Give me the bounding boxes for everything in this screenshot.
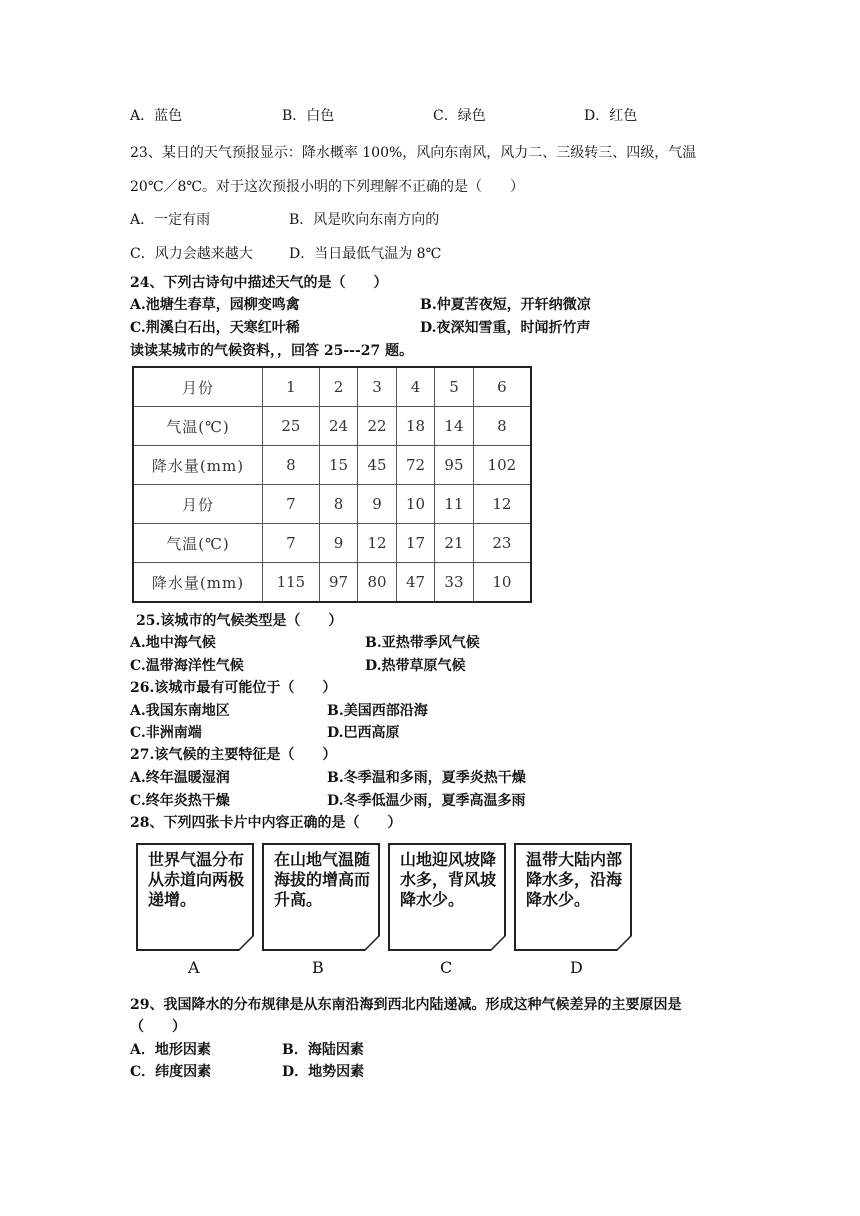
month-cell: 6 [473, 367, 531, 407]
precipitation-cell: 8 [263, 446, 320, 485]
temperature-header: 气温(℃) [133, 407, 263, 446]
card-b-text: 在山地气温随海拔的增高而升高。 [274, 850, 371, 909]
month-cell: 4 [396, 367, 434, 407]
month-cell: 3 [358, 367, 396, 407]
q27-option-a: A.终年温暖湿润 [130, 770, 230, 786]
q27-option-b: B.冬季温和多雨，夏季炎热干燥 [327, 770, 526, 786]
q23-option-c: C．风力会越来越大 [130, 246, 253, 262]
q23-option-d: D．当日最低气温为 8℃ [289, 246, 442, 262]
precipitation-cell: 15 [319, 446, 357, 485]
temperature-cell: 7 [263, 524, 320, 563]
month-cell: 8 [319, 485, 357, 524]
q25-stem: 25.该城市的气候类型是（ ） [136, 613, 343, 629]
card-c-label: C [440, 958, 453, 977]
q28-stem: 28、下列四张卡片中内容正确的是（ ） [130, 815, 402, 831]
card-c-text: 山地迎风坡降水多，背风坡降水少。 [400, 850, 497, 909]
precipitation-cell: 97 [319, 563, 357, 603]
card-d-text: 温带大陆内部降水多，沿海降水少。 [526, 850, 623, 909]
q23-stem-line2: 20℃／8℃。对于这次预报小明的下列理解不正确的是（ ） [130, 179, 525, 195]
card-b [262, 843, 380, 951]
month-cell: 9 [358, 485, 396, 524]
temperature-cell: 17 [396, 524, 434, 563]
temperature-cell: 8 [473, 407, 531, 446]
page-fold-icon [616, 935, 632, 951]
q27-option-d: D.冬季低温少雨，夏季高温多雨 [327, 793, 526, 809]
temperature-cell: 12 [358, 524, 396, 563]
precipitation-cell: 72 [396, 446, 434, 485]
q23-option-a: A．一定有雨 [130, 212, 211, 228]
temperature-header: 气温(℃) [133, 524, 263, 563]
temperature-cell: 24 [319, 407, 357, 446]
table-row [133, 563, 531, 603]
q27-stem: 27.该气候的主要特征是（ ） [130, 747, 337, 763]
q24-option-d: D.夜深知雪重，时闻折竹声 [420, 320, 591, 336]
temperature-cell: 22 [358, 407, 396, 446]
month-cell: 5 [435, 367, 473, 407]
q29-stem-line2: （ ） [130, 1019, 186, 1035]
month-cell: 10 [396, 485, 434, 524]
q22-option-b: B．白色 [282, 108, 335, 124]
table-row [133, 524, 531, 563]
reading-intro: 读读某城市的气候资料，，回答 25---27 题。 [130, 343, 414, 359]
temperature-cell: 25 [263, 407, 320, 446]
q26-option-d: D.巴西高原 [327, 725, 400, 741]
month-cell: 1 [263, 367, 320, 407]
precipitation-header: 降水量(mm) [133, 446, 263, 485]
q26-option-a: A.我国东南地区 [130, 703, 230, 719]
precipitation-cell: 80 [358, 563, 396, 603]
q22-option-a: A．蓝色 [130, 108, 183, 124]
table-row [133, 367, 531, 407]
card-a [136, 843, 254, 951]
table-row [133, 485, 531, 524]
card-d-label: D [570, 958, 583, 977]
page-fold-icon [364, 935, 380, 951]
temperature-cell: 23 [473, 524, 531, 563]
month-cell: 7 [263, 485, 320, 524]
precipitation-cell: 10 [473, 563, 531, 603]
q29-stem-line1: 29、我国降水的分布规律是从东南沿海到西北内陆递减。形成这种气候差异的主要原因是 [130, 997, 682, 1013]
q26-option-b: B.美国西部沿海 [327, 703, 428, 719]
q26-stem: 26.该城市最有可能位于（ ） [130, 680, 337, 696]
table-row [133, 446, 531, 485]
q25-option-d: D.热带草原气候 [365, 658, 466, 674]
card-b-label: B [312, 958, 324, 977]
card-a-text: 世界气温分布从赤道向两极递增。 [148, 850, 245, 909]
temperature-cell: 21 [435, 524, 473, 563]
q29-option-a: A．地形因素 [130, 1042, 211, 1058]
precipitation-cell: 45 [358, 446, 396, 485]
table-row [133, 407, 531, 446]
month-header: 月份 [133, 485, 263, 524]
q26-option-c: C.非洲南端 [130, 725, 202, 741]
q29-option-d: D．地势因素 [282, 1064, 365, 1080]
q22-option-c: C．绿色 [433, 108, 486, 124]
q25-option-c: C.温带海洋性气候 [130, 658, 244, 674]
temperature-cell: 9 [319, 524, 357, 563]
temperature-cell: 18 [396, 407, 434, 446]
precipitation-cell: 115 [263, 563, 320, 603]
q24-stem: 24、下列古诗句中描述天气的是（ ） [130, 275, 388, 291]
q24-option-b: B.仲夏苦夜短，开轩纳微凉 [420, 297, 591, 313]
precipitation-cell: 47 [396, 563, 434, 603]
q25-option-b: B.亚热带季风气候 [365, 635, 480, 651]
q24-option-c: C.荆溪白石出，天寒红叶稀 [130, 320, 300, 336]
card-c [388, 843, 506, 951]
q23-stem-line1: 23、某日的天气预报显示：降水概率 100%，风向东南风，风力二、三级转三、四级，气温 [130, 145, 697, 161]
card-d [514, 843, 632, 951]
climate-data-table [132, 366, 532, 603]
q23-option-b: B．风是吹向东南方向的 [289, 212, 440, 228]
q24-option-a: A.池塘生春草，园柳变鸣禽 [130, 297, 300, 313]
precipitation-header: 降水量(mm) [133, 563, 263, 603]
q27-option-c: C.终年炎热干燥 [130, 793, 230, 809]
q29-option-b: B．海陆因素 [282, 1042, 364, 1058]
card-a-label: A [188, 958, 200, 977]
month-cell: 11 [435, 485, 473, 524]
page-fold-icon [490, 935, 506, 951]
precipitation-cell: 33 [435, 563, 473, 603]
month-header: 月份 [133, 367, 263, 407]
q29-option-c: C．纬度因素 [130, 1064, 212, 1080]
page-fold-icon [238, 935, 254, 951]
q22-option-d: D．红色 [584, 108, 638, 124]
q25-option-a: A.地中海气候 [130, 635, 216, 651]
temperature-cell: 14 [435, 407, 473, 446]
month-cell: 12 [473, 485, 531, 524]
precipitation-cell: 95 [435, 446, 473, 485]
precipitation-cell: 102 [473, 446, 531, 485]
month-cell: 2 [319, 367, 357, 407]
